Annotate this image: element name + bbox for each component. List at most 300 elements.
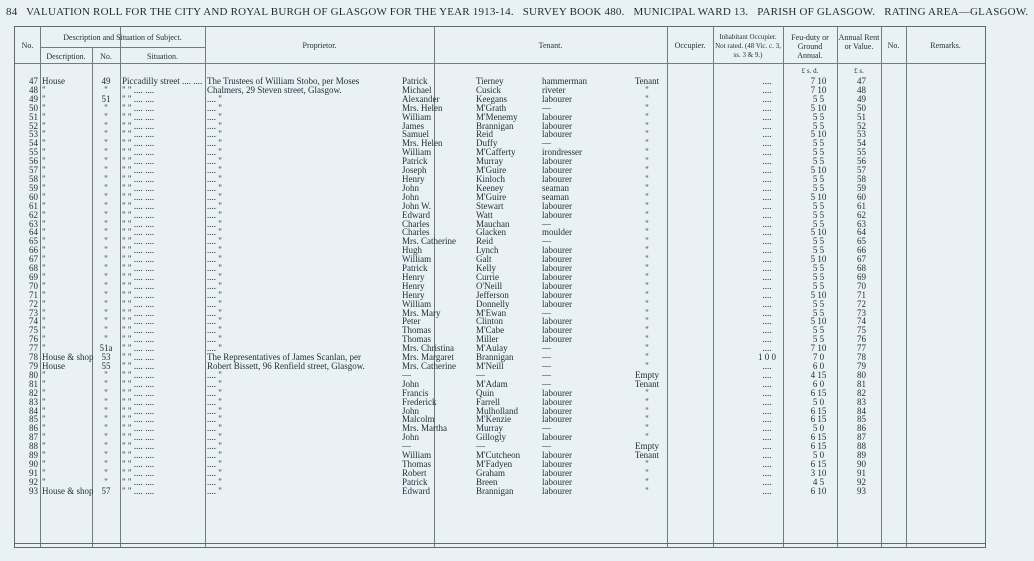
remarks-cell (868, 460, 985, 469)
row-number: 65 (29, 236, 38, 247)
occupation-cell: — (542, 343, 551, 354)
row-number-right: 56 (857, 156, 866, 167)
annual-rent-cell: 7 10 (810, 343, 827, 354)
situation-cell: " " .... .... (122, 316, 155, 327)
annual-rent-cell: 5 5 (812, 298, 825, 309)
annual-rent-cell: 5 5 (812, 147, 825, 158)
occupation-cell: — (542, 102, 551, 113)
house-number-cell: " (104, 298, 108, 309)
situation-cell: " " .... .... (122, 271, 155, 282)
row-number-right: 81 (857, 378, 866, 389)
occupier-cell: " (645, 280, 649, 291)
inhabitant-cell (670, 433, 740, 442)
inhabitant-cell (670, 193, 740, 202)
tenant-first-name-cell: Henry (402, 173, 425, 184)
valuation-roll-table (15, 77, 985, 496)
occupation-cell: labourer (542, 298, 572, 309)
tenant-first-name-cell: — (402, 369, 411, 380)
feu-duty-cell: .... (762, 441, 772, 452)
occupation-cell: labourer (542, 156, 572, 167)
tenant-surname-cell: Brannigan (476, 485, 514, 496)
description-cell: " (42, 450, 46, 461)
feu-duty-cell: .... (762, 378, 772, 389)
inhabitant-cell (670, 237, 740, 246)
occupation-cell: labourer (542, 396, 572, 407)
tenant-first-name-cell: Patrick (402, 76, 428, 86)
annual-rent-cell: 5 5 (812, 156, 825, 167)
situation-cell: " " .... .... (122, 236, 155, 247)
description-cell: " (42, 423, 46, 434)
house-number-cell: " (104, 334, 108, 345)
tenant-first-name-cell: Michael (402, 84, 432, 95)
feu-duty-cell: .... (762, 334, 772, 345)
proprietor-cell: The Representatives of James Scanlan, per (207, 352, 361, 363)
tenant-surname-cell: Quin (476, 387, 494, 398)
feu-duty-cell: .... (762, 93, 772, 104)
tenant-first-name-cell: Patrick (402, 156, 428, 167)
tenant-surname-cell: M'Fadyen (476, 458, 513, 469)
row-number-right: 48 (857, 84, 866, 95)
inhabitant-cell (670, 202, 740, 211)
feu-duty-cell: .... (762, 254, 772, 265)
feu-duty-cell: .... (762, 209, 772, 220)
occupier-cell: " (645, 316, 649, 327)
remarks-cell (868, 317, 985, 326)
inhabitant-cell (670, 344, 740, 353)
row-number: 71 (29, 289, 38, 300)
proprietor-cell: .... " (207, 441, 222, 452)
house-number-cell: 57 (101, 485, 111, 496)
annual-rent-cell: 6 15 (810, 405, 827, 416)
tenant-surname-cell: Keegans (476, 93, 507, 104)
col-header-desc-group: Description and Situation of Subject. (63, 33, 182, 42)
description-cell: " (42, 414, 46, 425)
description-cell: " (42, 93, 46, 104)
row-number: 86 (29, 423, 38, 434)
row-number: 58 (29, 173, 38, 184)
house-number-cell: " (104, 271, 108, 282)
row-number: 91 (29, 467, 38, 478)
tenant-surname-cell: M'Cutcheon (476, 450, 521, 461)
table-row (15, 202, 985, 211)
row-number-right: 65 (857, 236, 866, 247)
occupation-cell: labourer (542, 165, 572, 176)
tenant-first-name-cell: Robert (402, 467, 427, 478)
feu-duty-cell: .... (762, 423, 772, 434)
row-number-right: 87 (857, 432, 866, 443)
occupation-cell: — (542, 352, 551, 363)
feu-duty-cell: .... (762, 405, 772, 416)
situation-cell: " " .... .... (122, 218, 155, 229)
house-number-cell: " (104, 236, 108, 247)
situation-cell: " " .... .... (122, 147, 155, 158)
remarks-cell (868, 300, 985, 309)
occupier-cell: " (645, 334, 649, 345)
tenant-first-name-cell: Mrs. Margaret (402, 352, 454, 363)
annual-rent-cell: 5 5 (812, 245, 825, 256)
proprietor-cell: .... " (207, 396, 222, 407)
tenant-first-name-cell: Francis (402, 387, 429, 398)
occupier-cell: " (645, 325, 649, 336)
tenant-first-name-cell: Charles (402, 227, 430, 238)
inhabitant-cell (670, 326, 740, 335)
row-number-right: 93 (857, 485, 866, 496)
rating-area: RATING AREA—GLASGOW. (884, 6, 1029, 18)
tenant-surname-cell: Murray (476, 156, 503, 167)
row-number-right: 80 (857, 369, 866, 380)
situation-cell: " " .... .... (122, 289, 155, 300)
annual-rent-cell: 5 10 (810, 129, 827, 140)
row-number-right: 69 (857, 271, 866, 282)
house-number-cell: 49 (101, 76, 111, 86)
tenant-first-name-cell: Joseph (402, 165, 427, 176)
house-number-cell: " (104, 209, 108, 220)
annual-rent-cell: 5 0 (812, 450, 825, 461)
remarks-cell (868, 478, 985, 487)
occupation-cell: labourer (542, 458, 572, 469)
occupation-cell: moulder (542, 227, 572, 238)
feu-duty-cell: .... (762, 289, 772, 300)
feu-duty-cell: .... (762, 138, 772, 149)
tenant-first-name-cell: Henry (402, 271, 425, 282)
occupier-cell: " (645, 352, 649, 363)
row-number-right: 47 (857, 76, 866, 86)
occupier-cell: " (645, 173, 649, 184)
feu-duty-cell: .... (762, 485, 772, 496)
table-row (15, 264, 985, 273)
proprietor-cell: .... " (207, 200, 222, 211)
row-number-right: 72 (857, 298, 866, 309)
occupation-cell: — (542, 138, 551, 149)
annual-rent-cell: 7 10 (810, 84, 827, 95)
inhabitant-cell (670, 86, 740, 95)
inhabitant-cell (670, 460, 740, 469)
remarks-cell (868, 237, 985, 246)
proprietor-cell: The Trustees of William Stobo, per Moses (207, 76, 360, 86)
house-number-cell: " (104, 129, 108, 140)
row-number: 92 (29, 476, 38, 487)
situation-cell: " " .... .... (122, 467, 155, 478)
tenant-surname-cell: Kelly (476, 263, 496, 274)
situation-cell: " " .... .... (122, 227, 155, 238)
row-number: 84 (29, 405, 38, 416)
tenant-surname-cell: Farrell (476, 396, 500, 407)
feu-duty-cell: .... (762, 182, 772, 193)
tenant-surname-cell: — (476, 369, 485, 380)
situation-cell: " " .... .... (122, 84, 155, 95)
description-cell: " (42, 209, 46, 220)
annual-rent-cell: 6 10 (810, 485, 827, 496)
row-number: 48 (29, 84, 38, 95)
description-cell: House (42, 361, 65, 371)
occupier-cell: " (645, 414, 649, 425)
house-number-cell: " (104, 120, 108, 131)
tenant-surname-cell: Mulholland (476, 405, 518, 416)
tenant-first-name-cell: Henry (402, 289, 425, 300)
annual-rent-cell: 5 10 (810, 102, 827, 113)
situation-cell: " " .... .... (122, 396, 155, 407)
occupation-cell: labourer (542, 111, 572, 122)
tenant-first-name-cell: Mrs. Christina (402, 343, 455, 354)
description-cell: " (42, 432, 46, 443)
situation-cell: " " .... .... (122, 458, 155, 469)
row-number-right: 60 (857, 191, 866, 202)
situation-cell: " " .... .... (122, 334, 155, 345)
table-row (15, 380, 985, 389)
inhabitant-cell (670, 282, 740, 291)
inhabitant-cell (670, 130, 740, 139)
annual-rent-cell: 5 5 (812, 307, 825, 318)
house-number-cell: " (104, 200, 108, 211)
situation-cell: " " .... .... (122, 120, 155, 131)
tenant-first-name-cell: Edward (402, 485, 430, 496)
tenant-surname-cell: M'Cabe (476, 325, 505, 336)
occupation-cell: labourer (542, 271, 572, 282)
feu-duty-cell: .... (762, 173, 772, 184)
tenant-first-name-cell: Patrick (402, 476, 428, 487)
house-number-cell: " (104, 396, 108, 407)
annual-rent-cell: 5 0 (812, 423, 825, 434)
remarks-cell (868, 487, 985, 496)
proprietor-cell: .... " (207, 209, 222, 220)
proprietor-cell: .... " (207, 280, 222, 291)
occupation-cell: labourer (542, 316, 572, 327)
tenant-surname-cell: Keeney (476, 182, 504, 193)
row-number: 77 (29, 343, 38, 354)
remarks-cell (868, 246, 985, 255)
annual-rent-cell: 5 5 (812, 271, 825, 282)
tenant-surname-cell: Graham (476, 467, 505, 478)
situation-cell: " " .... .... (122, 485, 155, 496)
remarks-cell (868, 113, 985, 122)
description-cell: " (42, 147, 46, 158)
description-cell: " (42, 165, 46, 176)
row-number: 75 (29, 325, 38, 336)
feu-duty-cell: .... (762, 396, 772, 407)
annual-rent-cell: 6 15 (810, 432, 827, 443)
inhabitant-cell (670, 362, 740, 371)
proprietor-cell: .... " (207, 111, 222, 122)
occupier-cell: " (645, 271, 649, 282)
occupation-cell: irondresser (542, 147, 582, 158)
situation-cell: " " .... .... (122, 325, 155, 336)
occupation-cell: — (542, 369, 551, 380)
annual-rent-cell: 5 10 (810, 289, 827, 300)
occupier-cell: " (645, 423, 649, 434)
annual-rent-cell: 6 15 (810, 458, 827, 469)
occupation-cell: labourer (542, 289, 572, 300)
house-number-cell: " (104, 476, 108, 487)
description-cell: " (42, 218, 46, 229)
occupation-cell: labourer (542, 129, 572, 140)
annual-rent-cell: 6 15 (810, 441, 827, 452)
row-number: 74 (29, 316, 38, 327)
occupier-cell: " (645, 138, 649, 149)
occupation-cell: — (542, 361, 551, 371)
tenant-surname-cell: Jefferson (476, 289, 509, 300)
remarks-cell (868, 166, 985, 175)
proprietor-cell: .... " (207, 156, 222, 167)
row-number-right: 85 (857, 414, 866, 425)
feu-duty-cell: 1 0 0 (758, 352, 776, 363)
feu-duty-cell: .... (762, 263, 772, 274)
tenant-first-name-cell: John (402, 191, 420, 202)
inhabitant-cell (670, 424, 740, 433)
occupier-cell: " (645, 467, 649, 478)
remarks-cell (868, 184, 985, 193)
feu-duty-cell: .... (762, 165, 772, 176)
tenant-first-name-cell: William (402, 254, 432, 265)
col-header-feu: Feu-duty or Ground Annual. (791, 33, 829, 60)
inhabitant-cell (670, 264, 740, 273)
annual-rent-cell: 5 5 (812, 111, 825, 122)
feu-duty-cell: .... (762, 111, 772, 122)
proprietor-cell: .... " (207, 414, 222, 425)
feu-duty-cell: .... (762, 129, 772, 140)
table-row (15, 246, 985, 255)
description-cell: " (42, 458, 46, 469)
house-number-cell: " (104, 165, 108, 176)
remarks-cell (868, 469, 985, 478)
row-number: 53 (29, 129, 38, 140)
header-rule (15, 63, 985, 64)
proprietor-cell: .... " (207, 218, 222, 229)
house-number-cell: " (104, 378, 108, 389)
description-cell: " (42, 191, 46, 202)
tenant-surname-cell: M'Grath (476, 102, 507, 113)
occupier-cell: " (645, 343, 649, 354)
proprietor-cell: .... " (207, 325, 222, 336)
remarks-cell (868, 389, 985, 398)
tenant-first-name-cell: Mrs. Catherine (402, 236, 456, 247)
occupation-cell: labourer (542, 387, 572, 398)
row-number: 85 (29, 414, 38, 425)
feu-duty-cell: .... (762, 227, 772, 238)
occupier-cell: " (645, 432, 649, 443)
remarks-cell (868, 291, 985, 300)
tenant-first-name-cell: William (402, 298, 432, 309)
row-number-right: 78 (857, 352, 866, 363)
house-number-cell: " (104, 423, 108, 434)
occupation-cell: labourer (542, 405, 572, 416)
description-cell: House (42, 76, 65, 86)
feu-duty-cell: .... (762, 236, 772, 247)
occupation-cell: — (542, 218, 551, 229)
row-number: 76 (29, 334, 38, 345)
tenant-surname-cell: Cusick (476, 84, 502, 95)
description-cell: " (42, 396, 46, 407)
occupier-cell: Empty (635, 369, 659, 380)
remarks-cell (868, 175, 985, 184)
row-number: 55 (29, 147, 38, 158)
row-number: 59 (29, 182, 38, 193)
table-row (15, 326, 985, 335)
inhabitant-cell (670, 228, 740, 237)
house-number-cell: 53 (101, 352, 111, 363)
occupier-cell: " (645, 93, 649, 104)
house-number-cell: " (104, 191, 108, 202)
tenant-first-name-cell: Alexander (402, 93, 440, 104)
remarks-cell (868, 433, 985, 442)
house-number-cell: " (104, 182, 108, 193)
tenant-surname-cell: M'Kenzie (476, 414, 512, 425)
tenant-surname-cell: Murray (476, 423, 503, 434)
proprietor-cell: .... " (207, 369, 222, 380)
description-cell: " (42, 263, 46, 274)
tenant-surname-cell: Stewart (476, 200, 504, 211)
description-cell: " (42, 316, 46, 327)
inhabitant-cell (670, 415, 740, 424)
tenant-first-name-cell: Frederick (402, 396, 437, 407)
row-number: 49 (29, 93, 38, 104)
feu-duty-cell: .... (762, 467, 772, 478)
remarks-cell (868, 95, 985, 104)
situation-cell: " " .... .... (122, 182, 155, 193)
remarks-cell (868, 255, 985, 264)
feu-duty-cell: .... (762, 307, 772, 318)
inhabitant-cell (670, 442, 740, 451)
remarks-cell (868, 415, 985, 424)
inhabitant-cell (670, 166, 740, 175)
description-cell: " (42, 156, 46, 167)
inhabitant-cell (670, 398, 740, 407)
row-number: 51 (29, 111, 38, 122)
municipal-ward: MUNICIPAL WARD 13. (633, 6, 749, 18)
proprietor-cell: .... " (207, 485, 222, 496)
occupation-cell: labourer (542, 173, 572, 184)
annual-rent-cell: 6 0 (812, 361, 825, 371)
inhabitant-cell (670, 95, 740, 104)
tenant-first-name-cell: Edward (402, 209, 430, 220)
occupation-cell: — (542, 378, 551, 389)
remarks-cell (868, 228, 985, 237)
annual-rent-cell: 5 5 (812, 120, 825, 131)
occupier-cell: " (645, 191, 649, 202)
annual-rent-cell: 6 15 (810, 387, 827, 398)
inhabitant-cell (670, 220, 740, 229)
situation-cell: " " .... .... (122, 102, 155, 113)
description-cell: " (42, 236, 46, 247)
feu-duty-cell: .... (762, 458, 772, 469)
feu-duty-cell: .... (762, 387, 772, 398)
house-number-cell: " (104, 405, 108, 416)
occupier-cell: " (645, 102, 649, 113)
inhabitant-cell (670, 380, 740, 389)
tenant-surname-cell: M'Menemy (476, 111, 518, 122)
tenant-first-name-cell: William (402, 450, 432, 461)
occupier-cell: " (645, 405, 649, 416)
situation-cell: " " .... .... (122, 173, 155, 184)
occupier-cell: " (645, 476, 649, 487)
inhabitant-cell (670, 309, 740, 318)
occupier-cell: " (645, 200, 649, 211)
annual-rent-cell: 5 5 (812, 280, 825, 291)
situation-cell: " " .... .... (122, 298, 155, 309)
inhabitant-cell (670, 148, 740, 157)
tenant-first-name-cell: Thomas (402, 334, 431, 345)
occupation-cell: labourer (542, 254, 572, 265)
table-row (15, 122, 985, 131)
tenant-surname-cell: Clinton (476, 316, 504, 327)
house-number-cell: " (104, 263, 108, 274)
col-header-rent: Annual Rent or Value. (838, 33, 880, 51)
row-number-right: 82 (857, 387, 866, 398)
row-number-right: 66 (857, 245, 866, 256)
proprietor-cell: .... " (207, 458, 222, 469)
inhabitant-cell (670, 451, 740, 460)
inhabitant-cell (670, 407, 740, 416)
feu-duty-cell: .... (762, 156, 772, 167)
